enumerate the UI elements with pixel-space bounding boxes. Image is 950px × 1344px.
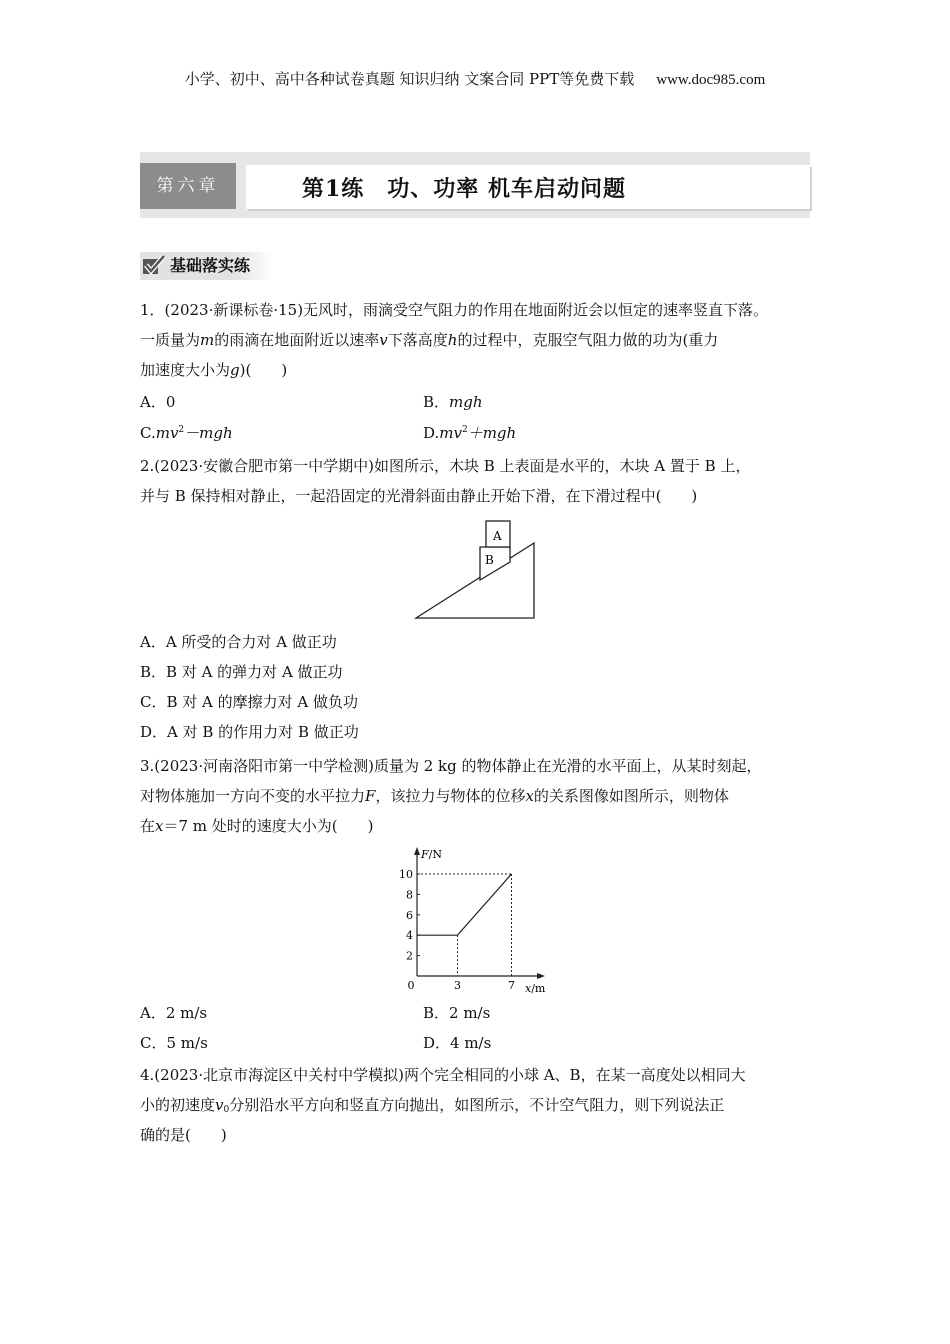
header-text: 小学、初中、高中各种试卷真题 知识归纳 文案合同 PPT等免费下载 bbox=[184, 70, 635, 88]
y-axis-label: F/N bbox=[421, 848, 442, 861]
y-tick-label: 6 bbox=[406, 908, 413, 922]
q1-option-a: A．0 bbox=[140, 393, 176, 411]
question-3 bbox=[140, 751, 812, 841]
q4-line3: 确的是( ) bbox=[140, 1126, 227, 1144]
label-b: B bbox=[485, 553, 494, 567]
q2-option-b: B．B 对 A 的弹力对 A 做正功 bbox=[140, 663, 343, 681]
chapter-label: 第六章 bbox=[140, 163, 236, 209]
q1-line1: 1．(2023·新课标卷·15)无风时，雨滴受空气阻力的作用在地面附近会以恒定的速率竖直下落。 bbox=[140, 301, 769, 319]
q2-line2: 并与 B 保持相对静止，一起沿固定的光滑斜面由静止开始下滑，在下滑过程中( ) bbox=[140, 487, 698, 505]
q3-line3: 在x＝7 m 处时的速度大小为( ) bbox=[140, 817, 374, 835]
x-axis-arrow bbox=[537, 973, 545, 979]
q1-line3: 加速度大小为g)( ) bbox=[140, 361, 288, 379]
y-tick-label: 4 bbox=[406, 929, 413, 943]
header-site: www.doc985.com bbox=[656, 72, 766, 88]
question-2 bbox=[140, 451, 812, 511]
section-label: 基础落实练 bbox=[170, 256, 251, 275]
label-a: A bbox=[493, 529, 502, 543]
chapter-title: 第1练 功、功率 机车启动问题 bbox=[302, 176, 626, 202]
incline bbox=[416, 543, 534, 618]
q2-option-a: A．A 所受的合力对 A 做正功 bbox=[140, 633, 337, 651]
page-header bbox=[0, 68, 950, 89]
q3-line2: 对物体施加一方向不变的水平拉力F，该拉力与物体的位移x的关系图像如图所示，则物体 bbox=[140, 787, 729, 805]
x-axis-label: x/m bbox=[525, 982, 546, 995]
q3-option-c: C．5 m/s bbox=[140, 1034, 208, 1052]
q1-line2: 一质量为m的雨滴在地面附近以速率v下落高度h的过程中，克服空气阻力做的功为(重力 bbox=[140, 331, 719, 349]
q3-option-a: A．2 m/s bbox=[140, 1004, 208, 1022]
q4-line2: 小的初速度$v_0$分别沿水平方向和竖直方向抛出，如图所示，不计空气阻力，则下列说法正 bbox=[140, 1096, 725, 1115]
x-tick-label: 0 bbox=[407, 979, 415, 992]
q2-option-c: C．B 对 A 的摩擦力对 A 做负功 bbox=[140, 693, 359, 711]
q2-line1: 2.(2023·安徽合肥市第一中学期中)如图所示，木块 B 上表面是水平的，木块 A 置于 B 上， bbox=[140, 457, 751, 475]
q3-line1: 3.(2023·河南洛阳市第一中学检测)质量为 2 kg 的物体静止在光滑的水平面上，从某时刻起， bbox=[140, 757, 762, 775]
incline-diagram bbox=[410, 516, 540, 622]
force-displacement-chart bbox=[395, 842, 565, 997]
x-tick-label: 3 bbox=[454, 979, 461, 992]
y-tick-label: 10 bbox=[399, 868, 413, 881]
y-tick-label: 8 bbox=[406, 888, 413, 902]
q1-option-b: B．mgh bbox=[423, 393, 483, 411]
q2-option-d: D．A 对 B 的作用力对 B 做正功 bbox=[140, 723, 359, 741]
question-1 bbox=[140, 295, 812, 385]
y-tick-label: 2 bbox=[406, 949, 413, 963]
checkmark-icon bbox=[142, 254, 166, 276]
q3-option-b: B．2 m/s bbox=[423, 1004, 491, 1022]
q2-options bbox=[140, 627, 812, 747]
x-tick-label: 7 bbox=[508, 979, 515, 992]
y-axis-arrow bbox=[414, 847, 420, 855]
question-4 bbox=[140, 1060, 812, 1150]
q1-option-d: $D.mv^2+mgh$ bbox=[423, 424, 517, 442]
q4-line1: 4.(2023·北京市海淀区中关村中学模拟)两个完全相同的小球 A、B，在某一高度处以相同大 bbox=[140, 1066, 746, 1084]
q1-option-c: $C.mv^2-mgh$ bbox=[140, 424, 233, 442]
q3-option-d: D．4 m/s bbox=[423, 1034, 492, 1052]
force-series-line bbox=[417, 874, 512, 935]
